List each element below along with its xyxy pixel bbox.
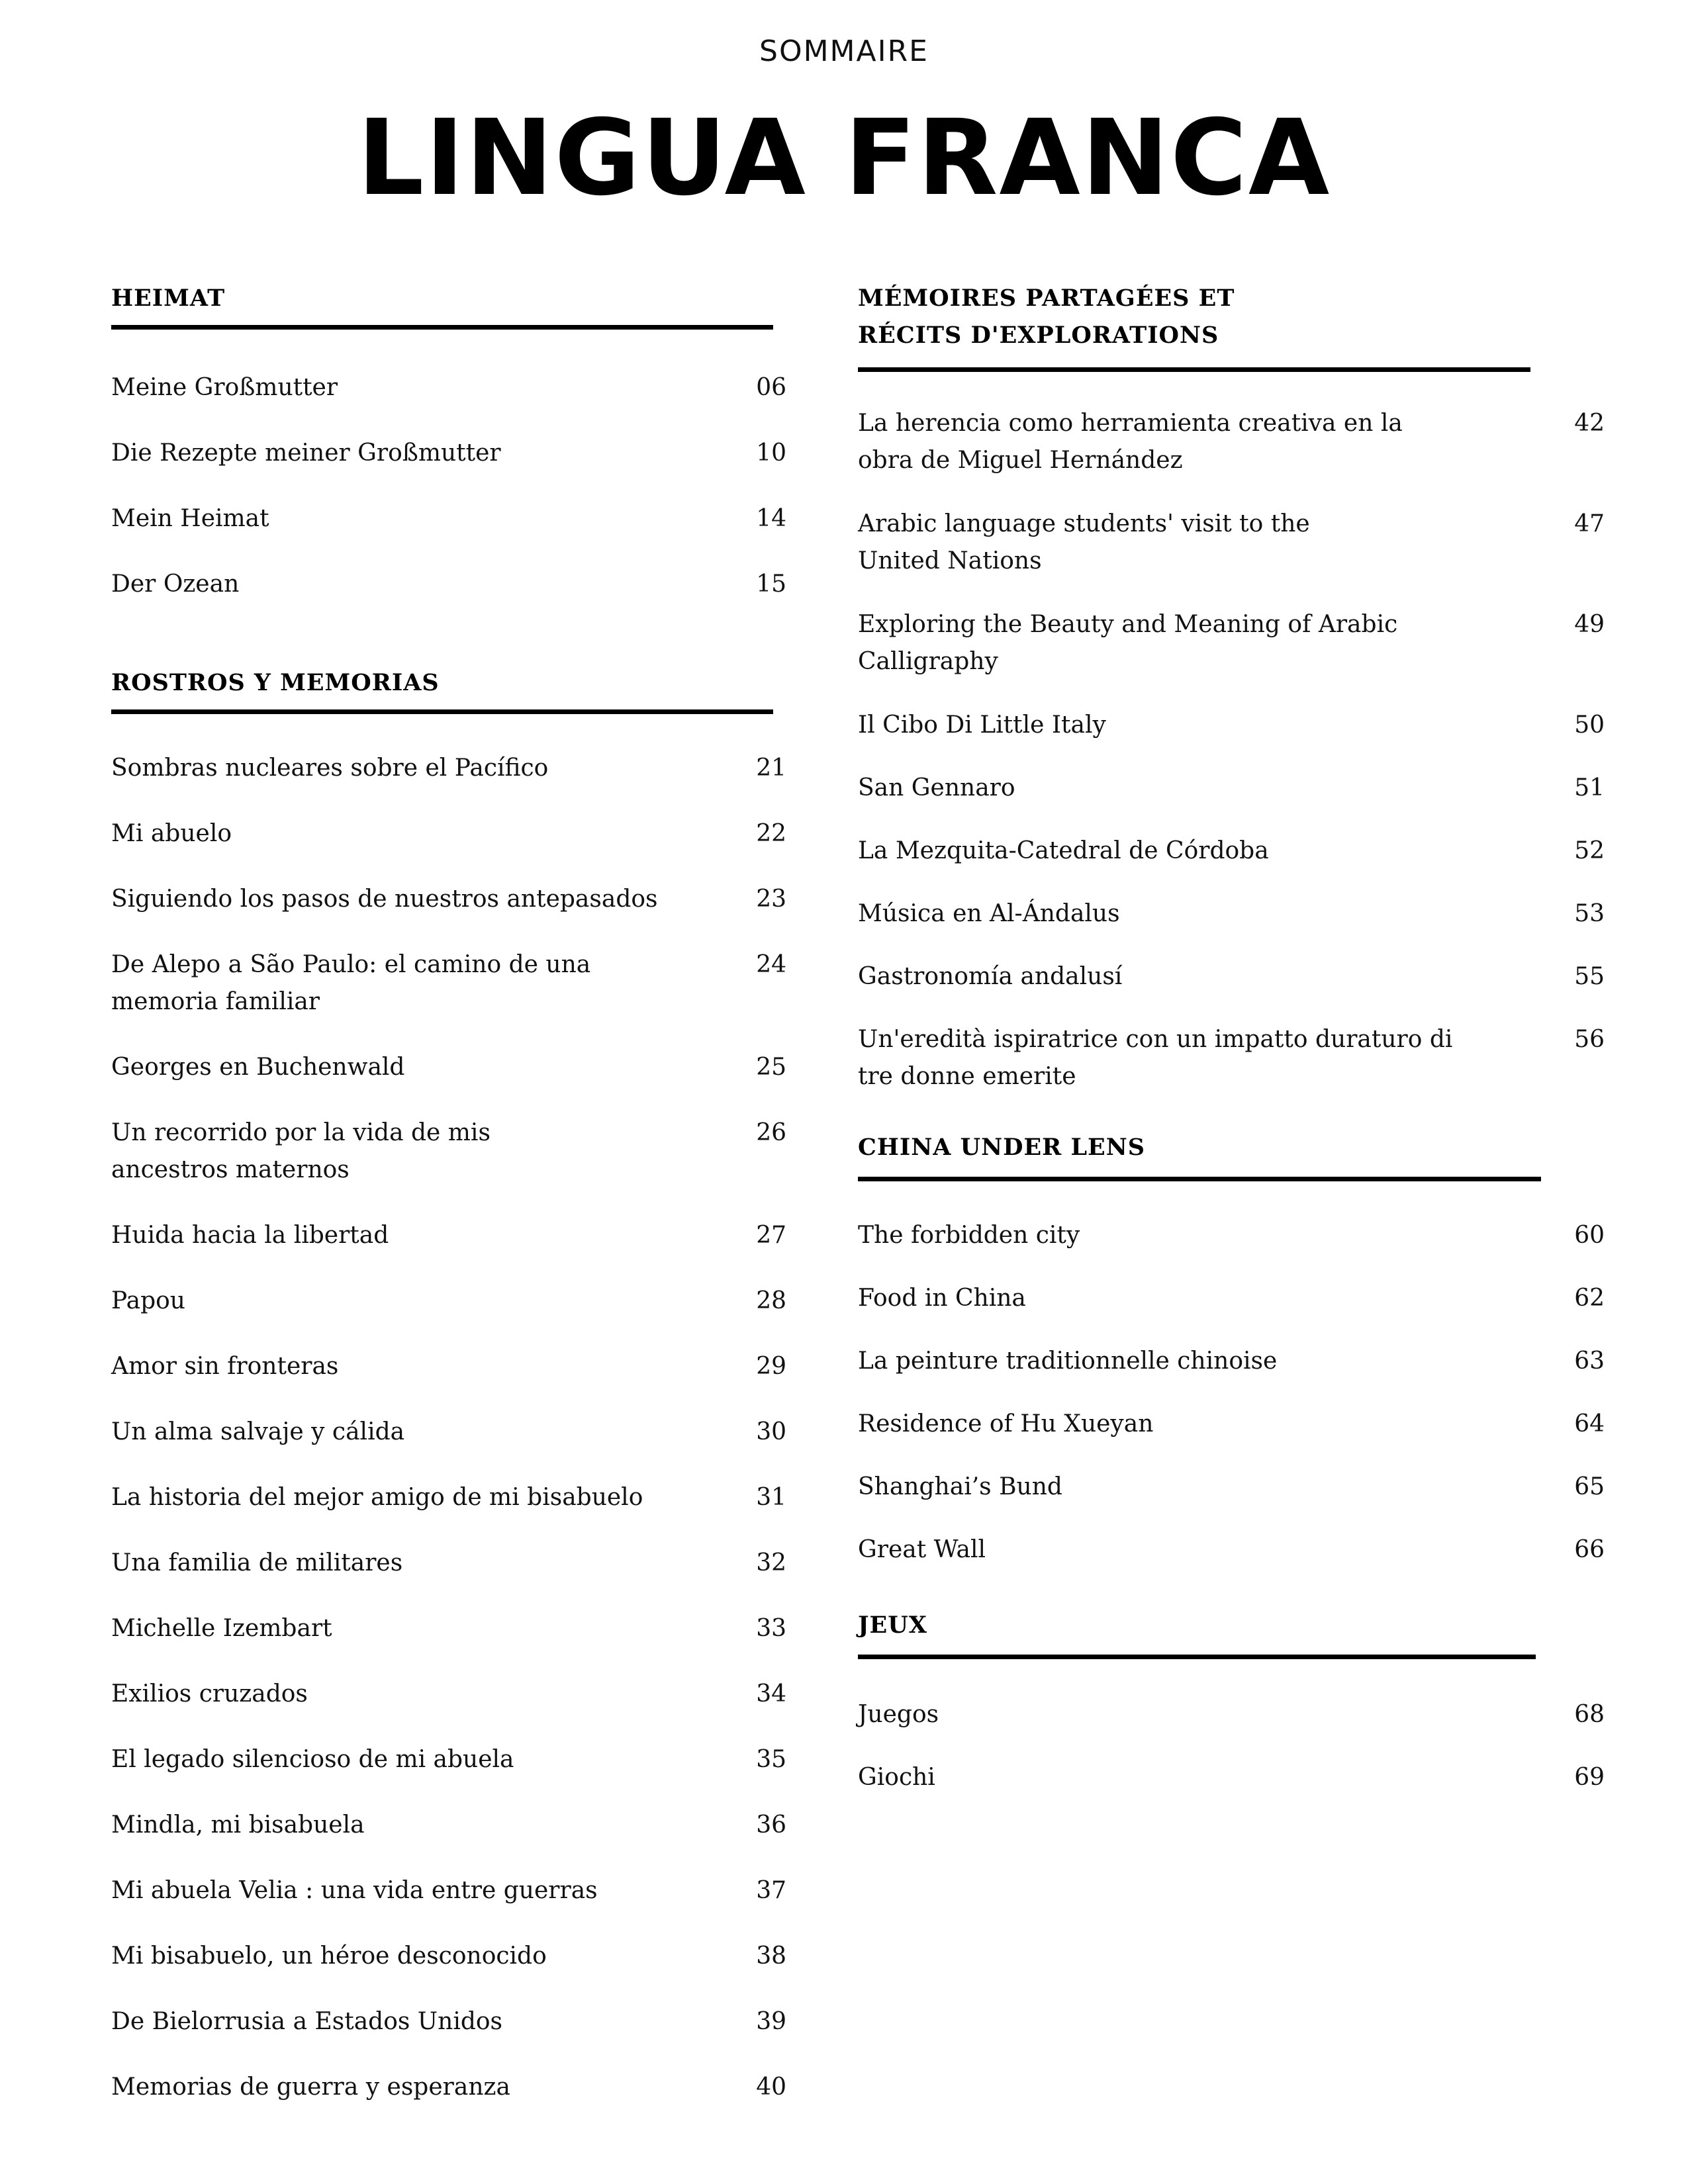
toc-entry[interactable] — [111, 435, 786, 500]
entry-title: De Bielorrusia a Estados Unidos — [111, 2008, 503, 2035]
toc-entry[interactable] — [111, 1610, 786, 1676]
entry-title: Siguiendo los pasos de nuestros antepasados — [111, 886, 658, 913]
entry-page-number: 69 — [1574, 1764, 1605, 1791]
entry-title: Mi bisabuelo, un héroe desconocido — [111, 1942, 547, 1970]
entry-page-number: 50 — [1574, 711, 1605, 739]
toc-entry[interactable] — [111, 1676, 786, 1741]
toc-entry[interactable] — [111, 1479, 786, 1545]
entry-title: La historia del mejor amigo de mi bisabuelo — [111, 1484, 643, 1511]
toc-entry[interactable] — [858, 1759, 1605, 1822]
entry-page-number: 24 — [756, 951, 786, 978]
entry-page-number: 10 — [756, 439, 786, 467]
page-kicker: SOMMAIRE — [759, 34, 929, 68]
entry-page-number: 31 — [756, 1484, 786, 1511]
toc-entry[interactable] — [858, 506, 1605, 606]
entry-title: Exploring the Beauty and Meaning of Arabic Calligraphy — [858, 611, 1398, 675]
entry-page-number: 14 — [756, 505, 786, 532]
entry-page-number: 64 — [1574, 1410, 1605, 1437]
entry-title: Residence of Hu Xueyan — [858, 1410, 1154, 1437]
entry-title: Juegos — [858, 1701, 939, 1728]
section-china-under-lens — [858, 1129, 1605, 1594]
entry-page-number: 06 — [756, 374, 786, 401]
entry-list — [858, 405, 1605, 1122]
entry-page-number: 65 — [1574, 1473, 1605, 1500]
entry-page-number: 25 — [756, 1054, 786, 1081]
entry-title: Una familia de militares — [111, 1549, 403, 1576]
toc-entry[interactable] — [858, 833, 1605, 895]
entry-page-number: 56 — [1574, 1026, 1605, 1053]
entry-page-number: 26 — [756, 1119, 786, 1146]
toc-entry[interactable] — [111, 1872, 786, 1938]
entry-title: La herencia como herramienta creativa en la obra de Miguel Hernández — [858, 410, 1403, 474]
entry-list — [858, 1696, 1605, 1822]
toc-entry[interactable] — [858, 707, 1605, 770]
toc-entry[interactable] — [111, 815, 786, 881]
entry-page-number: 35 — [756, 1746, 786, 1773]
entry-title: Michelle Izembart — [111, 1615, 332, 1642]
toc-entry[interactable] — [858, 1021, 1605, 1122]
toc-entry[interactable] — [111, 1807, 786, 1872]
entry-page-number: 29 — [756, 1353, 786, 1380]
entry-title: De Alepo a São Paulo: el camino de una memoria familiar — [111, 951, 591, 1015]
toc-entry[interactable] — [111, 1283, 786, 1348]
entry-page-number: 15 — [756, 570, 786, 598]
entry-title: Giochi — [858, 1764, 935, 1791]
section-memoires-partagees — [858, 280, 1605, 1122]
toc-entry[interactable] — [858, 1343, 1605, 1406]
entry-title: Papou — [111, 1287, 185, 1314]
toc-entry[interactable] — [111, 1545, 786, 1610]
entry-title: Der Ozean — [111, 570, 240, 598]
entry-title: Mindla, mi bisabuela — [111, 1811, 365, 1839]
entry-page-number: 37 — [756, 1877, 786, 1904]
entry-page-number: 53 — [1574, 900, 1605, 927]
entry-title: San Gennaro — [858, 774, 1015, 801]
entry-title: Exilios cruzados — [111, 1680, 308, 1707]
toc-entry[interactable] — [858, 1469, 1605, 1531]
toc-entry[interactable] — [858, 1217, 1605, 1280]
section-divider — [858, 1655, 1536, 1659]
toc-entry[interactable] — [111, 500, 786, 566]
toc-entry[interactable] — [858, 1696, 1605, 1759]
entry-page-number: 55 — [1574, 963, 1605, 990]
entry-page-number: 33 — [756, 1615, 786, 1642]
entry-page-number: 66 — [1574, 1536, 1605, 1563]
entry-page-number: 38 — [756, 1942, 786, 1970]
toc-entry[interactable] — [858, 1280, 1605, 1343]
entry-title: Mi abuelo — [111, 820, 232, 847]
section-heading-line-1: MÉMOIRES PARTAGÉES ET — [858, 285, 1235, 312]
entry-list — [111, 369, 786, 631]
entry-title: Un alma salvaje y cálida — [111, 1418, 405, 1445]
toc-entry[interactable] — [111, 1049, 786, 1115]
entry-title: Great Wall — [858, 1536, 986, 1563]
toc-entry[interactable] — [858, 1531, 1605, 1594]
toc-entry[interactable] — [858, 606, 1605, 707]
toc-entry[interactable] — [858, 770, 1605, 833]
entry-page-number: 62 — [1574, 1285, 1605, 1312]
entry-page-number: 40 — [756, 2073, 786, 2101]
section-heading: HEIMAT — [111, 285, 226, 312]
section-divider — [858, 367, 1530, 372]
toc-entry[interactable] — [111, 750, 786, 815]
toc-entry[interactable] — [858, 895, 1605, 958]
entry-page-number: 30 — [756, 1418, 786, 1445]
toc-entry[interactable] — [111, 881, 786, 946]
toc-entry[interactable] — [111, 1115, 786, 1217]
toc-entry[interactable] — [858, 958, 1605, 1021]
entry-page-number: 22 — [756, 820, 786, 847]
entry-page-number: 68 — [1574, 1701, 1605, 1728]
entry-title: Shanghai’s Bund — [858, 1473, 1062, 1500]
entry-page-number: 23 — [756, 886, 786, 913]
entry-title: Amor sin fronteras — [111, 1353, 339, 1380]
entry-title: La peinture traditionnelle chinoise — [858, 1347, 1278, 1375]
toc-entry[interactable] — [111, 2069, 786, 2134]
toc-entry[interactable] — [111, 1414, 786, 1479]
entry-title: Food in China — [858, 1285, 1026, 1312]
toc-entry[interactable] — [111, 946, 786, 1049]
entry-title: La Mezquita-Catedral de Córdoba — [858, 837, 1269, 864]
toc-entry[interactable] — [111, 1741, 786, 1807]
toc-entry[interactable] — [111, 566, 786, 631]
entry-title: Meine Großmutter — [111, 374, 338, 401]
toc-entry[interactable] — [111, 2003, 786, 2069]
section-heading: ROSTROS Y MEMORIAS — [111, 669, 440, 696]
entry-page-number: 36 — [756, 1811, 786, 1839]
entry-page-number: 49 — [1574, 611, 1605, 638]
entry-title: Memorias de guerra y esperanza — [111, 2073, 510, 2101]
entry-page-number: 52 — [1574, 837, 1605, 864]
toc-entry[interactable] — [111, 1348, 786, 1414]
entry-list — [858, 1217, 1605, 1594]
entry-title: Un'eredità ispiratrice con un impatto duraturo di tre donne emerite — [858, 1026, 1453, 1090]
entry-page-number: 32 — [756, 1549, 786, 1576]
entry-title: Die Rezepte meiner Großmutter — [111, 439, 501, 467]
entry-page-number: 42 — [1574, 410, 1605, 437]
section-rostros-y-memorias — [111, 664, 786, 2134]
entry-page-number: 63 — [1574, 1347, 1605, 1375]
section-divider — [111, 325, 773, 330]
section-heading: JEUX — [858, 1612, 927, 1639]
entry-page-number: 21 — [756, 754, 786, 782]
toc-entry[interactable] — [111, 1217, 786, 1283]
entry-list — [111, 750, 786, 2134]
entry-page-number: 28 — [756, 1287, 786, 1314]
entry-title: The forbidden city — [858, 1222, 1080, 1249]
entry-title: Mi abuela Velia : una vida entre guerras — [111, 1877, 598, 1904]
entry-page-number: 51 — [1574, 774, 1605, 801]
entry-title: Georges en Buchenwald — [111, 1054, 405, 1081]
toc-entry[interactable] — [111, 1938, 786, 2003]
page-title: LINGUA FRANCA — [357, 97, 1331, 219]
entry-title: El legado silencioso de mi abuela — [111, 1746, 514, 1773]
entry-title: Huida hacia la libertad — [111, 1222, 389, 1249]
section-divider — [111, 709, 773, 714]
entry-page-number: 27 — [756, 1222, 786, 1249]
toc-entry[interactable] — [858, 405, 1605, 506]
section-divider — [858, 1177, 1541, 1181]
entry-page-number: 60 — [1574, 1222, 1605, 1249]
entry-page-number: 47 — [1574, 510, 1605, 537]
entry-page-number: 39 — [756, 2008, 786, 2035]
section-jeux — [858, 1607, 1605, 1822]
entry-title: Arabic language students' visit to the United Nations — [858, 510, 1310, 574]
toc-entry[interactable] — [858, 1406, 1605, 1469]
entry-title: Un recorrido por la vida de mis ancestros maternos — [111, 1119, 491, 1183]
section-heading: CHINA UNDER LENS — [858, 1134, 1146, 1161]
entry-title: Música en Al-Ándalus — [858, 900, 1120, 927]
entry-title: Il Cibo Di Little Italy — [858, 711, 1106, 739]
entry-title: Sombras nucleares sobre el Pacífico — [111, 754, 549, 782]
entry-title: Gastronomía andalusí — [858, 963, 1123, 990]
section-heimat — [111, 280, 786, 631]
entry-title: Mein Heimat — [111, 505, 269, 532]
section-heading-line-2: RÉCITS D'EXPLORATIONS — [858, 322, 1219, 349]
entry-page-number: 34 — [756, 1680, 786, 1707]
toc-entry[interactable] — [111, 369, 786, 435]
